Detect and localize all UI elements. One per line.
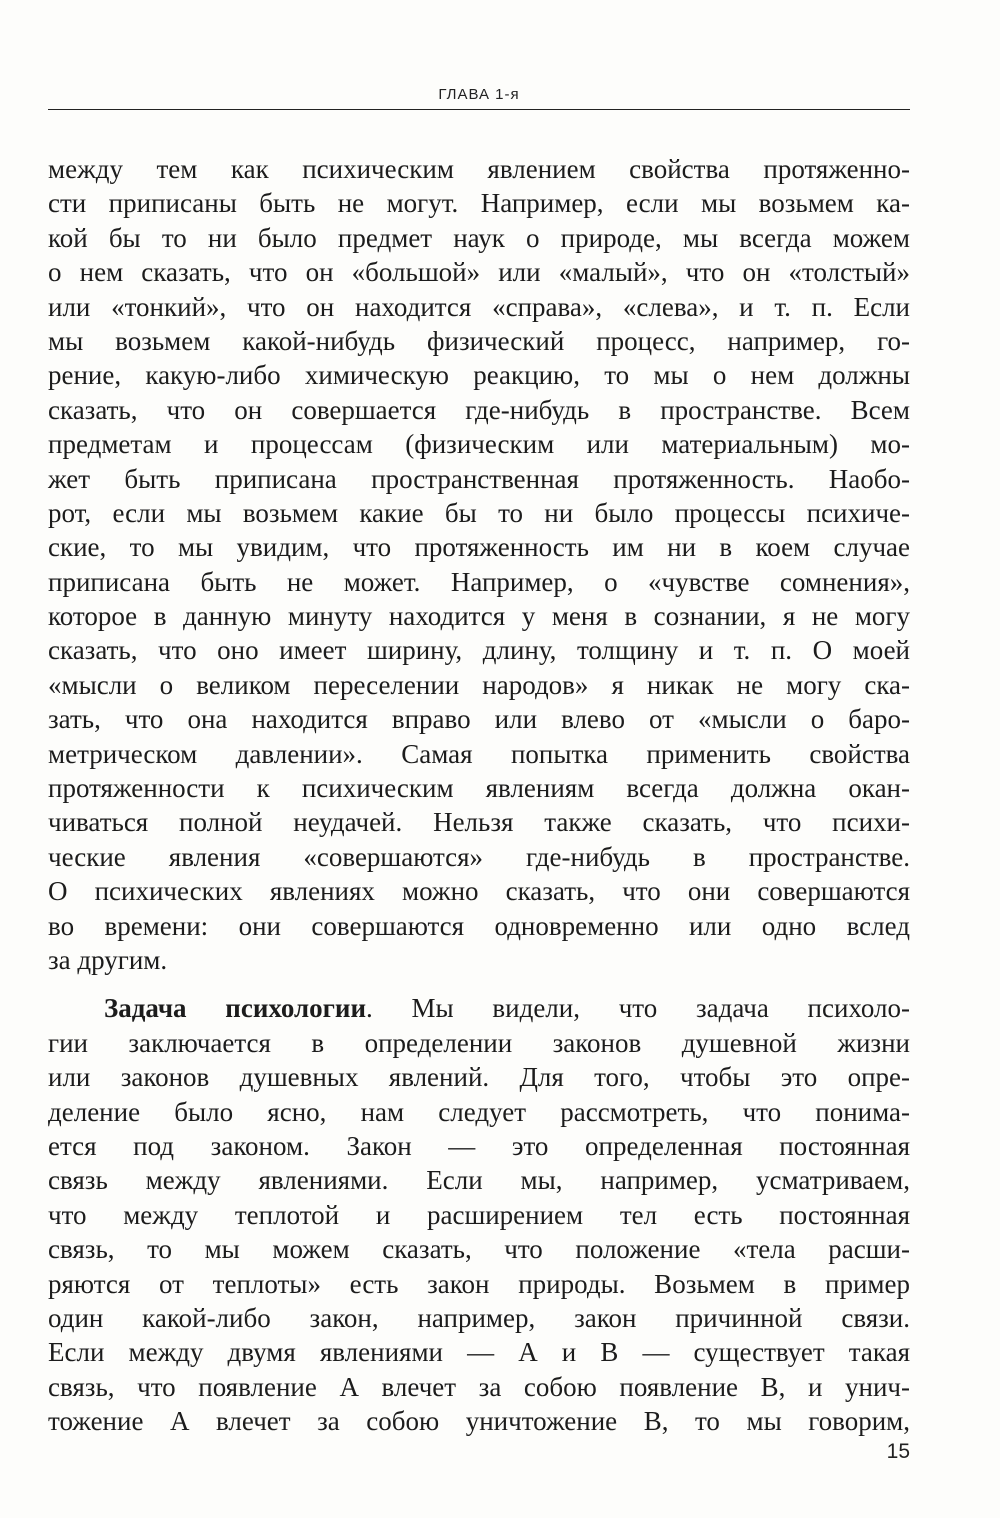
text-line: сти приписаны быть не могут. Например, если мы возьмем ка- (48, 188, 910, 219)
text-line: протяженности к психическим явлениям всегда должна окан- (48, 773, 910, 804)
text-line: рот, если мы возьмем какие бы то ни было процессы психиче- (48, 497, 910, 528)
text-line: рение, какую-либо химическую реакцию, то мы о нем должны (48, 360, 910, 391)
text-line: жет быть приписана пространственная протяженность. Наобо- (48, 463, 910, 494)
text-line: тожение А влечет за собою уничтожение В, то мы говорим, (48, 1406, 910, 1437)
text-line: О психических явлениях можно сказать, что они совершаются (48, 876, 910, 907)
text-line: ские, то мы увидим, что протяженность им ни в коем случае (48, 532, 910, 563)
text-line: связь между явлениями. Если мы, например, усматриваем, (48, 1165, 910, 1196)
text-line: ется под законом. Закон — это определенная постоянная (48, 1130, 910, 1161)
text-fragment: . Мы видели, что задача психоло- (366, 993, 911, 1024)
text-line: ряются от теплоты» есть закон природы. Возьмем в пример (48, 1268, 910, 1299)
text-line: кой бы то ни было предмет наук о природе, мы всегда можем (48, 222, 910, 253)
text-line: предметам и процессам (физическим или материальным) мо- (48, 429, 910, 460)
text-line: связь, что появление А влечет за собою появление В, и унич- (48, 1371, 910, 1402)
header-rule (48, 109, 910, 110)
paragraph-first-line (48, 991, 910, 1025)
text-line: которое в данную минуту находится у меня в сознании, я не могу (48, 601, 910, 632)
text-line: зать, что она находится вправо или влево от «мысли о баро- (48, 704, 910, 735)
text-line: что между теплотой и расширением тел есть постоянная (48, 1199, 910, 1230)
text-line: между тем как психическим явлением свойства протяженно- (48, 154, 910, 184)
text-line: о нем сказать, что он «большой» или «малый», что он «толстый» (48, 257, 910, 288)
text-line: во времени: они совершаются одновременно или одно вслед (48, 910, 910, 941)
body-text (48, 152, 910, 1438)
running-head: ГЛАВА 1-я (438, 86, 520, 103)
text-line: один какой-либо закон, например, закон причинной связи. (48, 1302, 910, 1333)
text-line: за другим. (48, 944, 168, 975)
section-heading: Задача психологии (104, 993, 367, 1024)
text-line: метрическом давлении». Самая попытка применить свойства (48, 738, 910, 769)
text-line: сказать, что оно имеет ширину, длину, толщину и т. п. О моей (48, 635, 910, 666)
paragraph-gap (48, 977, 910, 991)
text-line: мы возьмем какой-нибудь физический процесс, например, го- (48, 325, 910, 356)
text-line: сказать, что он совершается где-нибудь в пространстве. Всем (48, 394, 910, 425)
text-line: связь, то мы можем сказать, что положение «тела расши- (48, 1234, 910, 1265)
page-number: 15 (886, 1440, 910, 1463)
text-line: ческие явления «совершаются» где-нибудь в пространстве. (48, 841, 910, 872)
text-line: гии заключается в определении законов душевной жизни (48, 1027, 910, 1058)
text-line: Если между двумя явлениями — А и В — существует такая (48, 1337, 910, 1368)
text-line: или «тонкий», что он находится «справа», «слева», и т. п. Если (48, 291, 910, 322)
text-line: «мысли о великом переселении народов» я никак не могу ска- (48, 669, 910, 700)
text-line: деление было ясно, нам следует рассмотреть, что понима- (48, 1096, 910, 1127)
text-line: приписана быть не может. Например, о «чувстве сомнения», (48, 566, 910, 597)
text-line: чиваться полной неудачей. Нельзя также сказать, что психи- (48, 807, 910, 838)
text-line: или законов душевных явлений. Для того, чтобы это опре- (48, 1062, 910, 1093)
